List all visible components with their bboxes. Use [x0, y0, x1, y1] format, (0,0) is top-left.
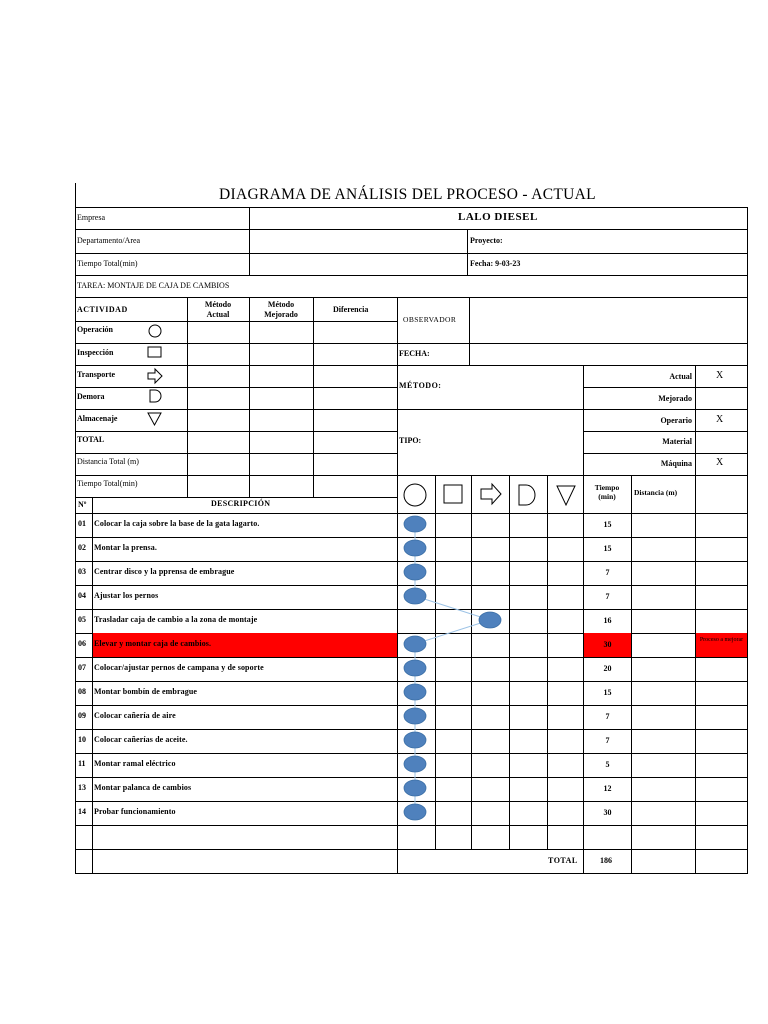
option-label: Actual [669, 372, 692, 381]
total-value: 186 [600, 856, 612, 865]
row-tiempo: 30 [603, 640, 612, 649]
fecha-label: FECHA: [399, 349, 430, 358]
col-distancia-header: Distancia (m) [634, 488, 678, 497]
summary-row-label: Inspección [77, 348, 114, 357]
row-tiempo: 7 [605, 712, 610, 721]
row-number: 11 [78, 759, 86, 768]
row-tiempo: 7 [605, 592, 610, 601]
header-circle-icon [404, 484, 426, 506]
flow-marker [404, 636, 426, 652]
summary-row-label: Demora [77, 392, 105, 401]
row-number: 09 [78, 711, 86, 720]
flow-marker [404, 804, 426, 820]
summary-row-label: Tiempo Total(min) [77, 479, 138, 488]
row-tiempo: 20 [603, 664, 612, 673]
option-label: Material [662, 437, 692, 446]
row-description: Colocar la caja sobre la base de la gata lagarto. [94, 519, 260, 528]
row-tiempo: 30 [603, 808, 612, 817]
row-description: Trasladar caja de cambio a la zona de montaje [94, 615, 258, 624]
row-number: 05 [78, 615, 86, 624]
row-tiempo: 15 [603, 520, 612, 529]
option-mark: X [716, 414, 724, 425]
row-number: 06 [78, 639, 86, 648]
flow-marker [404, 708, 426, 724]
row-description: Ajustar los pernos [94, 591, 159, 600]
col-n-header: Nº [78, 500, 87, 509]
row-description: Montar la prensa. [94, 543, 157, 552]
flow-marker [479, 612, 501, 628]
row-description: Colocar cañería de aire [94, 711, 176, 720]
option-label: Máquina [660, 459, 692, 468]
col-desc-header: DESCRIPCIÓN [211, 499, 271, 508]
summary-triangle-icon [148, 413, 161, 425]
option-mark: X [716, 370, 724, 381]
flow-marker [404, 660, 426, 676]
row-number: 03 [78, 567, 86, 576]
row-number: 13 [78, 783, 86, 792]
row-description: Probar funcionamiento [94, 807, 176, 816]
option-label: Operario [660, 416, 692, 425]
row-tiempo: 7 [605, 736, 610, 745]
row-description: Colocar cañerías de aceite. [94, 735, 188, 744]
flow-marker [404, 516, 426, 532]
empresa-label: Empresa [77, 213, 105, 222]
row-number: 04 [78, 591, 86, 600]
page-title: DIAGRAMA DE ANÁLISIS DEL PROCESO - ACTUAL [219, 186, 596, 203]
row-number: 14 [78, 807, 86, 816]
row-number: 08 [78, 687, 86, 696]
total-label: TOTAL [548, 856, 578, 865]
header-square-icon [444, 485, 462, 503]
row-tiempo: 15 [603, 544, 612, 553]
summary-row-label: TOTAL [77, 435, 105, 444]
option-mark: X [716, 457, 724, 468]
summary-square-icon [148, 347, 161, 357]
row-description: Montar bombín de embrague [94, 687, 198, 696]
tiempo-total-label: Tiempo Total(min) [77, 259, 138, 268]
row-tiempo: 16 [603, 616, 612, 625]
metodo-mejorado-header: Método Mejorado [264, 300, 298, 319]
row-description: Montar ramal eléctrico [94, 759, 176, 768]
header-triangle-icon [557, 486, 575, 505]
row-number: 02 [78, 543, 86, 552]
row-number: 10 [78, 735, 86, 744]
summary-row-label: Almacenaje [77, 414, 118, 423]
flow-marker [404, 564, 426, 580]
departamento-label: Departamento/Area [77, 236, 141, 245]
actividad-label: ACTIVIDAD [77, 305, 128, 314]
header-d-icon [519, 485, 535, 505]
row-tiempo: 5 [605, 760, 610, 769]
summary-circle-icon [149, 325, 161, 337]
flow-connector [415, 620, 490, 644]
option-label: Mejorado [658, 394, 692, 403]
diferencia-header: Diferencia [333, 305, 369, 314]
metodo-label: MÉTODO: [399, 381, 442, 390]
empresa-value: LALO DIESEL [458, 211, 538, 223]
header-arrow-icon [481, 484, 501, 504]
row-number: 07 [78, 663, 86, 672]
row-note: Proceso a mejorar [699, 637, 744, 643]
row-description: Montar palanca de cambios [94, 783, 192, 792]
flow-marker [404, 756, 426, 772]
flow-marker [404, 780, 426, 796]
summary-row-label: Transporte [77, 370, 116, 379]
flow-marker [404, 588, 426, 604]
summary-arrow-icon [148, 369, 162, 383]
summary-row-label: Operación [77, 325, 113, 334]
row-tiempo: 15 [603, 688, 612, 697]
tarea-label: TAREA: MONTAJE DE CAJA DE CAMBIOS [77, 281, 230, 290]
summary-d-icon [150, 390, 161, 402]
flow-marker [404, 684, 426, 700]
row-description: Centrar disco y la pprensa de embrague [94, 567, 235, 576]
proyecto-label: Proyecto: [470, 236, 503, 245]
flow-connector [415, 596, 490, 620]
observador-label: OBSERVADOR [403, 315, 457, 324]
row-number: 01 [78, 519, 86, 528]
flow-marker [404, 540, 426, 556]
row-description: Elevar y montar caja de cambios. [94, 639, 212, 648]
row-tiempo: 12 [603, 784, 612, 793]
summary-row-label: Distancia Total (m) [77, 457, 139, 466]
tipo-label: TIPO: [399, 436, 422, 445]
flow-marker [404, 732, 426, 748]
col-tiempo-header: Tiempo (min) [594, 483, 620, 501]
row-description: Colocar/ajustar pernos de campana y de soporte [94, 663, 264, 672]
row-tiempo: 7 [605, 568, 610, 577]
metodo-actual-header: Método Actual [204, 300, 232, 319]
fecha-header-label: Fecha: 9-03-23 [470, 259, 521, 268]
